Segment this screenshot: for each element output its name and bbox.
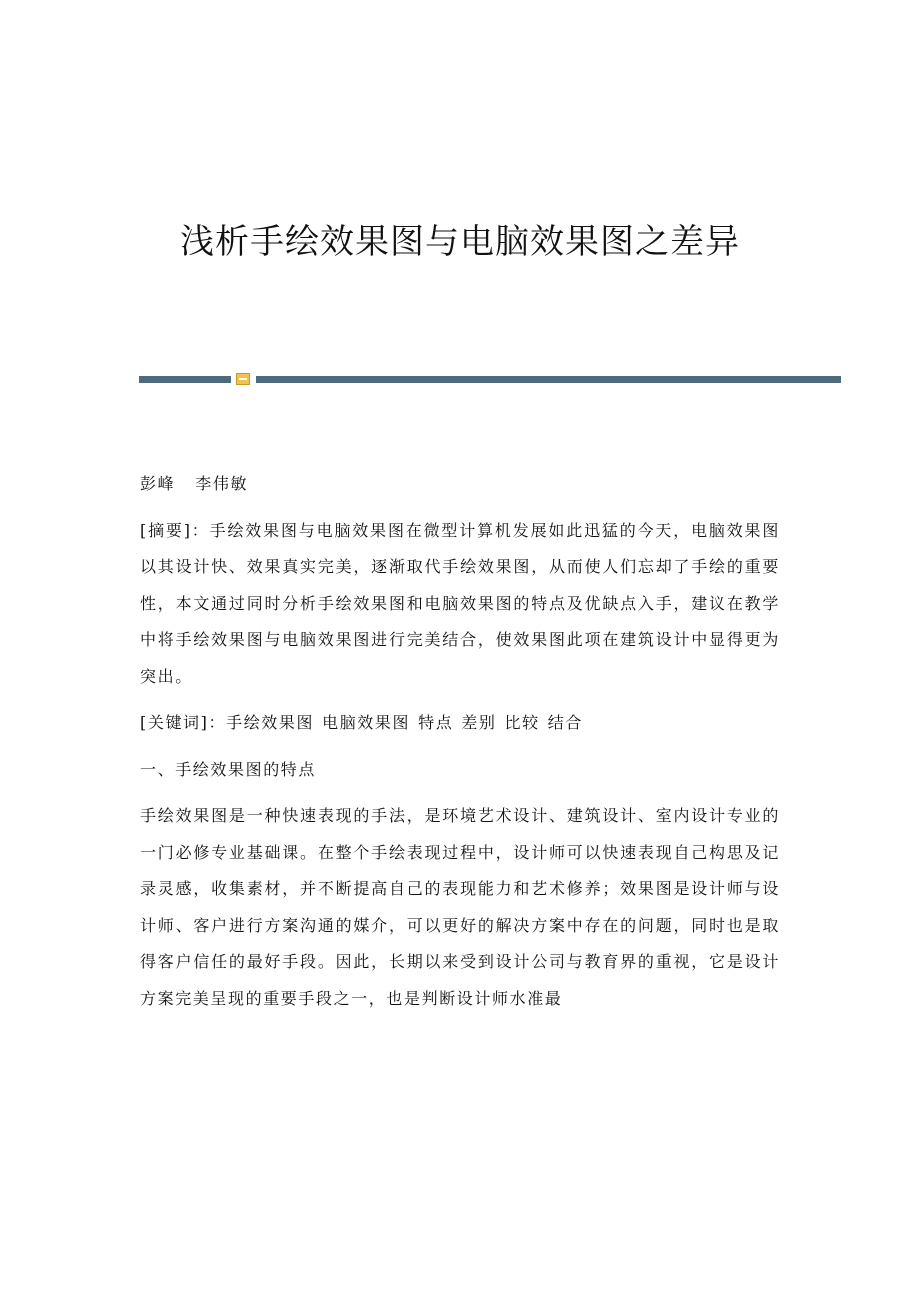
keyword: 电脑效果图 xyxy=(322,713,411,732)
title-divider xyxy=(139,372,841,386)
abstract-paragraph xyxy=(140,513,780,696)
author-name: 彭峰 xyxy=(140,474,176,493)
document-title: 浅析手绘效果图与电脑效果图之差异 xyxy=(180,222,740,262)
keyword: 比较 xyxy=(504,713,540,732)
keyword: 差别 xyxy=(461,713,497,732)
keyword: 特点 xyxy=(418,713,454,732)
document-body xyxy=(140,466,780,1027)
abstract-label: [摘要]： xyxy=(140,520,210,540)
keyword: 手绘效果图 xyxy=(226,713,315,732)
keyword: 结合 xyxy=(547,713,583,732)
author-name: 李伟敏 xyxy=(195,474,249,493)
divider-ornament-icon xyxy=(236,373,250,385)
abstract-text: 手绘效果图与电脑效果图在微型计算机发展如此迅猛的今天，电脑效果图以其设计快、效果真实完美，逐渐取代手绘效果图，从而使人们忘却了手绘的重要性，本文通过同时分析手绘效果图和电脑效果图的特点及优缺点入手，建议在教学中将手绘效果图与电脑效果图进行完美结合，使效果图此项在建筑设计中显得更为突出。 xyxy=(140,520,780,686)
section-body-paragraph: 手绘效果图是一种快速表现的手法，是环境艺术设计、建筑设计、室内设计专业的一门必修专业基础课。在整个手绘表现过程中，设计师可以快速表现自己构思及记录灵感，收集素材，并不断提高自己的表现能力和艺术修养；效果图是设计师与设计师、客户进行方案沟通的媒介，可以更好的解决方案中存在的问题，同时也是取得客户信任的最好手段。因此，长期以来受到设计公司与教育界的重视，它是设计方案完美呈现的重要手段之一，也是判断设计师水准最 xyxy=(140,806,780,1008)
keywords-label: [关键词]： xyxy=(140,713,227,732)
divider-bar-left xyxy=(139,376,231,383)
section-heading: 一、手绘效果图的特点 xyxy=(140,759,317,779)
author-line xyxy=(140,466,780,503)
keywords-paragraph xyxy=(140,705,780,742)
divider-bar-right xyxy=(256,376,841,383)
